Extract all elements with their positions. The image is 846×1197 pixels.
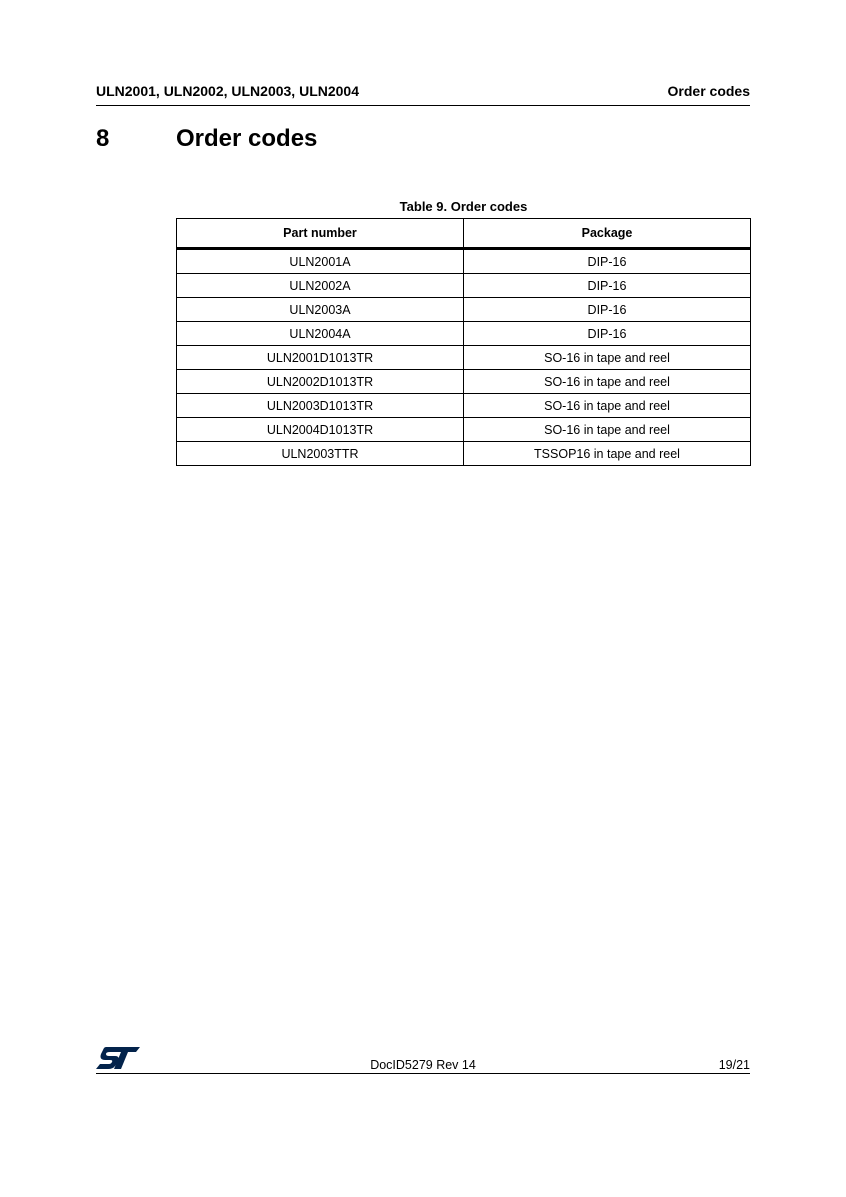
table-caption: Table 9. Order codes — [399, 199, 528, 214]
order-codes-table — [176, 218, 751, 466]
table-row — [177, 418, 751, 442]
table-header-row — [177, 219, 751, 249]
part-number-cell: ULN2001A — [177, 249, 464, 274]
part-number-cell: ULN2003A — [177, 298, 464, 322]
part-number-cell: ULN2003D1013TR — [177, 394, 464, 418]
document-id: DocID5279 Rev 14 — [370, 1058, 476, 1072]
section-number: 8 — [96, 125, 110, 152]
document-title: ULN2001, ULN2002, ULN2003, ULN2004 — [96, 83, 360, 99]
part-number-cell: ULN2003TTR — [177, 442, 464, 466]
package-cell: SO-16 in tape and reel — [464, 418, 751, 442]
table-row — [177, 442, 751, 466]
page-footer — [96, 1046, 750, 1074]
part-number-cell: ULN2004D1013TR — [177, 418, 464, 442]
header-section-name: Order codes — [667, 83, 750, 99]
package-cell: DIP-16 — [464, 274, 751, 298]
column-header-part-number: Part number — [177, 219, 464, 249]
table-row — [177, 370, 751, 394]
part-number-cell: ULN2002D1013TR — [177, 370, 464, 394]
table-row — [177, 274, 751, 298]
package-cell: SO-16 in tape and reel — [464, 346, 751, 370]
section-title: Order codes — [176, 125, 318, 152]
package-cell: TSSOP16 in tape and reel — [464, 442, 751, 466]
page-number: 19/21 — [718, 1058, 750, 1072]
package-cell: SO-16 in tape and reel — [464, 394, 751, 418]
part-number-cell: ULN2004A — [177, 322, 464, 346]
package-cell: SO-16 in tape and reel — [464, 370, 751, 394]
part-number-cell: ULN2002A — [177, 274, 464, 298]
part-number-cell: ULN2001D1013TR — [177, 346, 464, 370]
package-cell: DIP-16 — [464, 322, 751, 346]
table-row — [177, 394, 751, 418]
page-header — [96, 83, 750, 106]
package-cell: DIP-16 — [464, 249, 751, 274]
table-row — [177, 298, 751, 322]
table-row — [177, 322, 751, 346]
table-row — [177, 249, 751, 274]
column-header-package: Package — [464, 219, 751, 249]
table-row — [177, 346, 751, 370]
package-cell: DIP-16 — [464, 298, 751, 322]
